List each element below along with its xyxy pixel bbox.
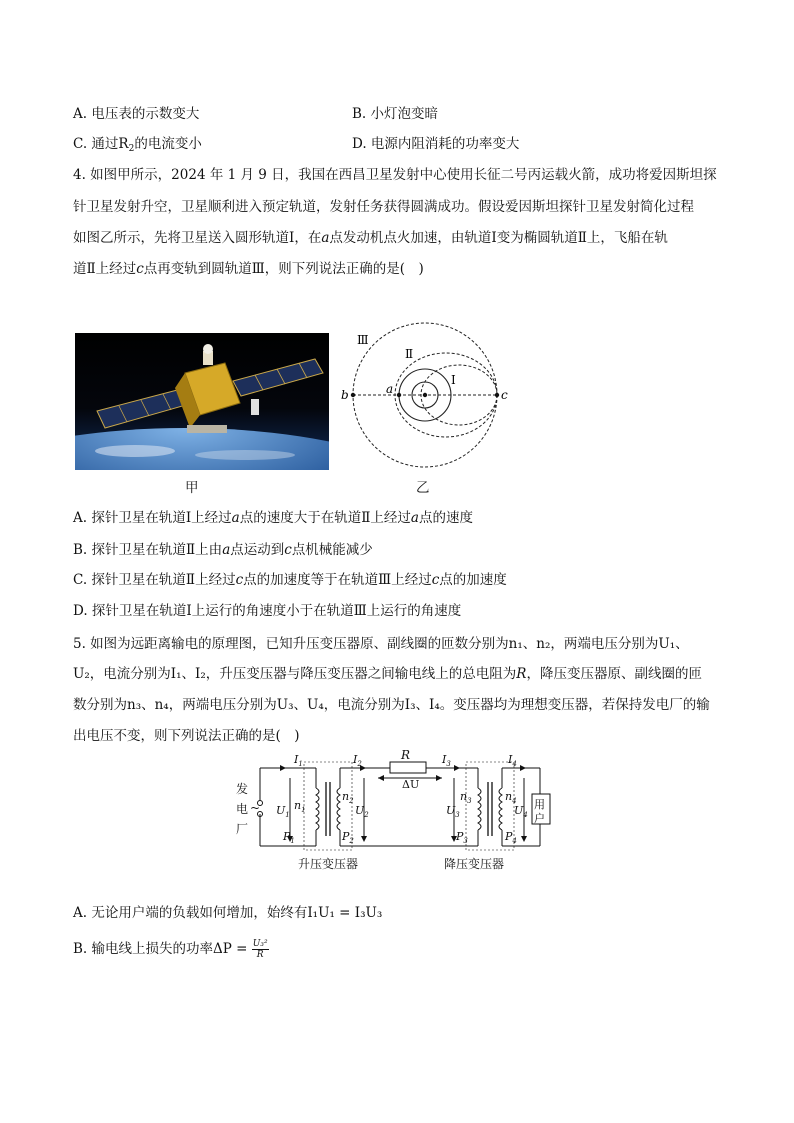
label-II: Ⅱ — [405, 347, 414, 361]
q5-option-b: B. 输电线上损失的功率ΔP = $\frac{\text{U₃²}}{R}$ — [73, 939, 268, 960]
orbit-diagram — [335, 322, 525, 472]
q5-stem-line3: 数分别为n₃、n₄，两端电压分别为U₃、U₄，电流分别为I₃、I₄。变压器均为理想变压器，若保持发电厂的输 — [73, 697, 710, 713]
label-step-up: 升压变压器 — [298, 857, 359, 871]
svg-text:n2: $n_2$ — [342, 790, 354, 805]
label-I: I — [451, 373, 456, 387]
svg-text:n4: $n_4$ — [505, 790, 517, 805]
q3-option-c: C. 通过$R_2$的电流变小 — [73, 136, 202, 154]
svg-text:P1: $P_1$ — [283, 830, 295, 845]
q4-stem-line4: 道Ⅱ上经过c点再变轨到圆轨道Ⅲ，则下列说法正确的是( ) — [73, 261, 424, 277]
power-loss-fraction: $\frac{\text{U₃²}}{R}$ — [252, 939, 268, 960]
svg-text:P2: $P_2$ — [342, 830, 354, 845]
label-b: b — [341, 388, 349, 402]
user-char-1: 用 — [534, 798, 545, 811]
svg-text:U2: $U_2$ — [355, 804, 369, 819]
q4-option-a: A. 探针卫星在轨道Ⅰ上经过a点的速度大于在轨道Ⅱ上经过a点的速度 — [73, 510, 473, 526]
label-a: a — [386, 382, 394, 396]
label-step-down: 降压变压器 — [444, 857, 505, 871]
ac-symbol: ~ — [250, 801, 261, 815]
svg-text:n1: $n_1$ — [294, 799, 306, 814]
svg-text:P4: $P_4$ — [505, 830, 517, 845]
q3-option-b: B. 小灯泡变暗 — [352, 106, 439, 122]
q5-stem-line4: 出电压不变，则下列说法正确的是( ) — [73, 728, 300, 744]
source-char-2: 电 — [236, 802, 249, 816]
svg-text:I1: $I_1$ — [294, 753, 303, 768]
q5-stem-line1: 5. 如图为远距离输电的原理图，已知升压变压器原、副线圈的匝数分别为n₁、n₂，两端电压分别为U₁、 — [73, 636, 689, 652]
label-R: R — [401, 748, 411, 762]
q4-option-b: B. 探针卫星在轨道Ⅱ上由a点运动到c点机械能减少 — [73, 542, 373, 558]
q5-stem-line2: U₂，电流分别为I₁、I₂，升压变压器与降压变压器之间输电线上的总电阻为R，降压变压器原、副线圈的匝 — [73, 666, 702, 682]
q3-option-d: D. 电源内阻消耗的功率变大 — [352, 136, 520, 152]
svg-text:I2: $I_2$ — [353, 753, 362, 768]
label-dU: ΔU — [402, 778, 420, 791]
q4-stem-line3: 如图乙所示，先将卫星送入圆形轨道Ⅰ，在a点发动机点火加速，由轨道Ⅰ变为椭圆轨道Ⅱ上，飞船在轨 — [73, 230, 668, 246]
q4-option-d: D. 探针卫星在轨道Ⅰ上运行的角速度小于在轨道Ⅲ上运行的角速度 — [73, 603, 462, 619]
svg-text:I4: $I_4$ — [508, 753, 517, 768]
q5-option-a: A. 无论用户端的负载如何增加，始终有I₁U₁ = I₃U₃ — [73, 905, 383, 921]
label-III: Ⅲ — [357, 333, 369, 347]
svg-text:U1: $U_1$ — [276, 804, 290, 819]
svg-text:U4: $U_4$ — [514, 804, 528, 819]
q3-option-a: A. 电压表的示数变大 — [73, 106, 200, 122]
caption-yi: 乙 — [416, 480, 430, 496]
svg-text:n3: $n_3$ — [460, 790, 472, 805]
label-c: c — [501, 388, 508, 402]
svg-text:I3: $I_3$ — [442, 753, 451, 768]
transmission-circuit — [228, 748, 564, 872]
satellite-photo — [75, 333, 329, 470]
q4-option-c: C. 探针卫星在轨道Ⅱ上经过c点的加速度等于在轨道Ⅲ上经过c点的加速度 — [73, 572, 507, 588]
user-char-2: 户 — [534, 812, 545, 825]
source-char-3: 厂 — [236, 822, 249, 836]
caption-jia: 甲 — [185, 480, 199, 496]
source-char-1: 发 — [236, 782, 249, 796]
svg-text:U3: $U_3$ — [446, 804, 460, 819]
q4-stem-line2: 针卫星发射升空，卫星顺利进入预定轨道，发射任务获得圆满成功。假设爱因斯坦探针卫星发射简化过程 — [73, 199, 694, 215]
svg-text:P3: $P_3$ — [456, 830, 468, 845]
q4-stem-line1: 4. 如图甲所示，2024 年 1 月 9 日，我国在西昌卫星发射中心使用长征二号丙运载火箭，成功将爱因斯坦探 — [73, 167, 717, 183]
